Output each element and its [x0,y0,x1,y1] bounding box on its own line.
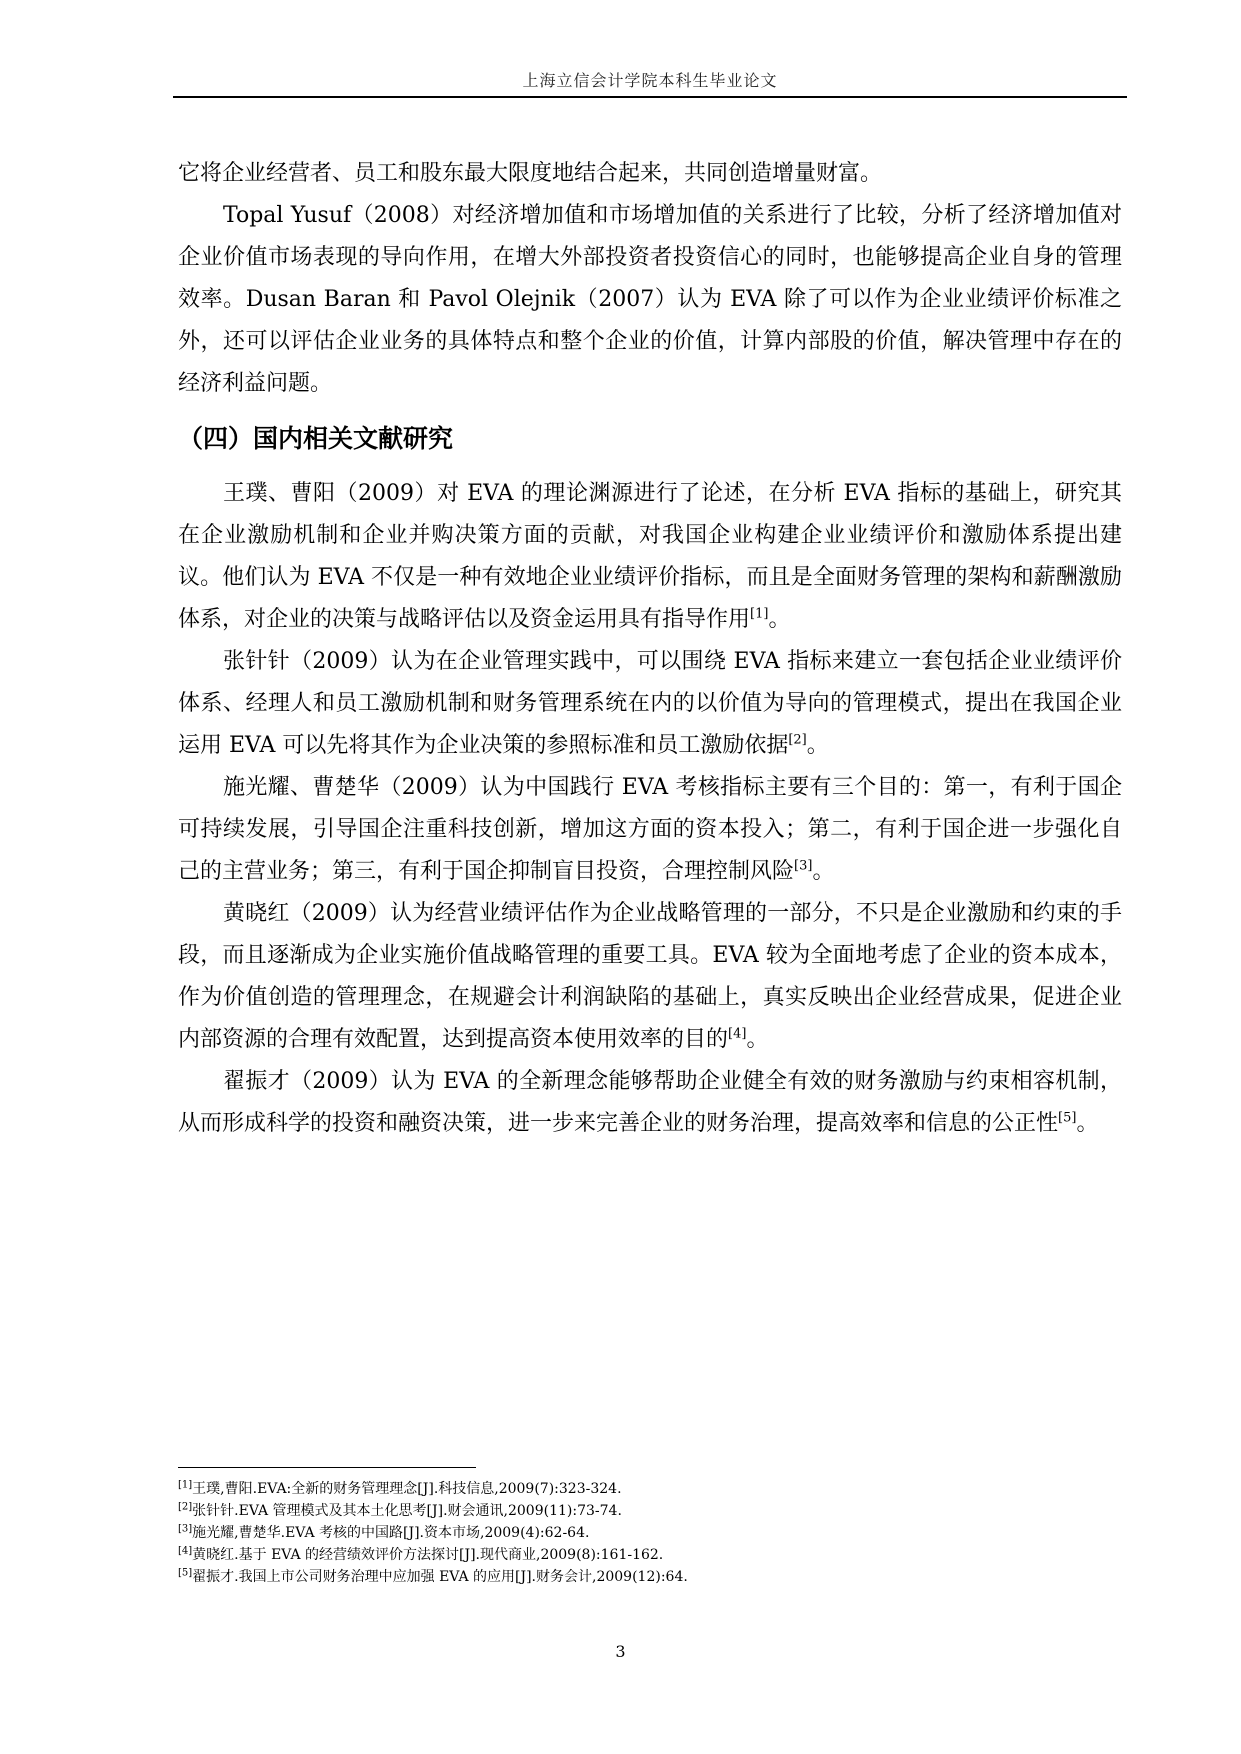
footnote-text: 张针针.EVA 管理模式及其本土化思考[J].财会通讯,2009(11):73-74. [192,1503,622,1519]
paragraph-zhang [178,641,1122,767]
section-heading: （四）国内相关文献研究 [178,424,454,453]
paragraph-tail: 。 [1076,1111,1099,1136]
footnote-mark: [2] [178,1501,193,1513]
footnote-text: 王璞,曹阳.EVA:全新的财务管理理念[J].科技信息,2009(7):323-324. [192,1481,622,1497]
paragraph-zhai [178,1061,1122,1145]
paragraph-text: 张针针（2009）认为在企业管理实践中，可以围绕 EVA 指标来建立一套包括企业业绩评价体系、经理人和员工激励机制和财务管理系统在内的以价值为导向的管理模式，提出在我国企业运用 EVA 可以先将其作为企业决策的参照标准和员工激励依据 [178,649,1122,758]
citation-mark[interactable]: [2] [788,732,807,748]
paragraph-huang [178,893,1122,1061]
footnote-text: 翟振才.我国上市公司财务治理中应加强 EVA 的应用[J].财务会计,2009(12):64. [192,1569,688,1585]
footnote-item [178,1500,1122,1522]
header-divider [173,96,1127,98]
paragraph-text: Topal Yusuf（2008）对经济增加值和市场增加值的关系进行了比较，分析了经济增加值对企业价值市场表现的导向作用，在增大外部投资者投资信心的同时，也能够提高企业自身的管理效率。Dusan Baran 和 Pavol Olejnik（2007）认为 EVA 除了可以作为企业业绩评价标准之外，还可以评估企业业务的具体特点和整个企业的价值，计算内部股的价值，解决管理中存在的经济利益问题。 [178,203,1122,396]
paragraph-tail: 。 [806,733,829,758]
footnote-mark: [3] [178,1523,193,1535]
body-text [178,153,1122,1145]
paragraph-text: 翟振才（2009）认为 EVA 的全新理念能够帮助企业健全有效的财务激励与约束相容机制，从而形成科学的投资和融资决策，进一步来完善企业的财务治理，提高效率和信息的公正性 [178,1069,1122,1136]
footnote-item [178,1522,1122,1544]
paragraph-text: 施光耀、曹楚华（2009）认为中国践行 EVA 考核指标主要有三个目的：第一，有利于国企可持续发展，引导国企注重科技创新，增加这方面的资本投入；第二，有利于国企进一步强化自己的主营业务；第三，有利于国企抑制盲目投资，合理控制风险 [178,775,1122,884]
citation-mark[interactable]: [1] [750,606,769,622]
footnote-divider [178,1467,476,1468]
footnote-item [178,1566,1122,1588]
paragraph-wang-cao [178,473,1122,641]
footnote-text: 施光耀,曹楚华.EVA 考核的中国路[J].资本市场,2009(4):62-64. [192,1525,590,1541]
footnote-mark: [4] [178,1545,193,1557]
citation-mark[interactable]: [5] [1058,1110,1077,1126]
footnote-text: 黄晓红.基于 EVA 的经营绩效评价方法探讨[J].现代商业,2009(8):161-162. [192,1547,664,1563]
citation-mark[interactable]: [3] [794,858,813,874]
citation-mark[interactable]: [4] [728,1026,747,1042]
paragraph-continuation [178,153,1122,195]
page-number: 3 [615,1642,626,1661]
paragraph-tail: 。 [768,607,791,632]
footnote-item [178,1544,1122,1566]
footnote-mark: [5] [178,1567,193,1579]
paragraph-topal-yusuf [178,195,1122,405]
footnotes [178,1478,1122,1588]
paragraph-tail: 。 [812,859,835,884]
paragraph-shi-cao [178,767,1122,893]
paragraph-tail: 。 [746,1027,769,1052]
paragraph-text: 黄晓红（2009）认为经营业绩评估作为企业战略管理的一部分，不只是企业激励和约束的手段，而且逐渐成为企业实施价值战略管理的重要工具。EVA 较为全面地考虑了企业的资本成本，作为价值创造的管理理念，在规避会计利润缺陷的基础上，真实反映出企业经营成果，促进企业内部资源的合理有效配置，达到提高资本使用效率的目的 [178,901,1122,1052]
footnote-item [178,1478,1122,1500]
paragraph-text: 王璞、曹阳（2009）对 EVA 的理论渊源进行了论述，在分析 EVA 指标的基础上，研究其在企业激励机制和企业并购决策方面的贡献，对我国企业构建企业业绩评价和激励体系提出建议。他们认为 EVA 不仅是一种有效地企业业绩评价指标，而且是全面财务管理的架构和薪酬激励体系，对企业的决策与战略评估以及资金运用具有指导作用 [178,481,1122,632]
paragraph-text: 它将企业经营者、员工和股东最大限度地结合起来，共同创造增量财富。 [178,161,883,186]
footnote-mark: [1] [178,1479,193,1491]
running-header: 上海立信会计学院本科生毕业论文 [522,71,778,90]
